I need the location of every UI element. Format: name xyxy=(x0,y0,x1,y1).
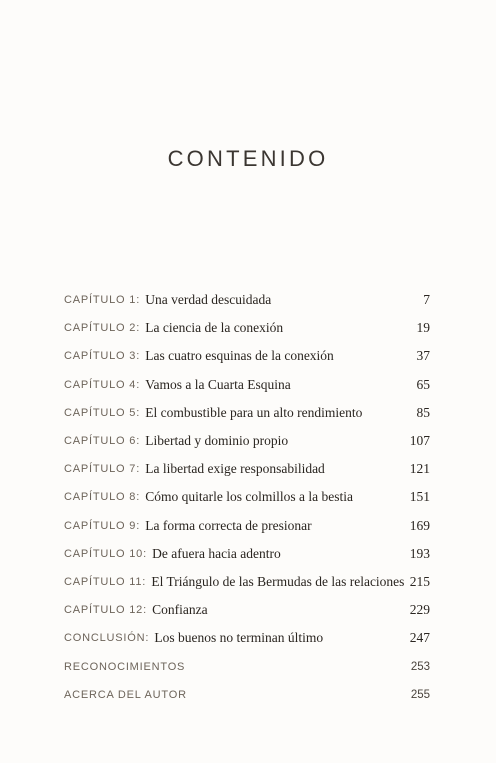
toc-entry-page: 193 xyxy=(409,545,430,561)
toc-entry-separator: : xyxy=(136,378,140,391)
toc-entry xyxy=(64,314,430,342)
toc-entry-page: 121 xyxy=(409,461,430,477)
toc-entry xyxy=(64,483,430,511)
toc-entry-label: CAPÍTULO 12 xyxy=(64,604,144,617)
toc-entry xyxy=(64,427,430,455)
toc-entry-label: CAPÍTULO 10 xyxy=(64,547,144,560)
toc-entry xyxy=(64,399,430,427)
toc-entry-label: CONCLUSIÓN xyxy=(64,632,146,645)
toc-entry-label: CAPÍTULO 4 xyxy=(64,378,137,391)
toc-entry-separator: : xyxy=(145,632,149,645)
toc-entry-title: La libertad exige responsabilidad xyxy=(145,461,325,477)
table-of-contents xyxy=(64,286,430,709)
toc-entry-title: La forma correcta de presionar xyxy=(145,517,312,533)
toc-entry-page: 247 xyxy=(409,630,430,646)
toc-entry-title: La ciencia de la conexión xyxy=(145,320,284,336)
toc-entry-separator: : xyxy=(142,575,146,588)
toc-entry-label: CAPÍTULO 7 xyxy=(64,463,137,476)
toc-entry-page: 7 xyxy=(423,292,430,308)
toc-entry-page: 253 xyxy=(410,660,430,673)
toc-entry-separator: : xyxy=(136,294,140,307)
toc-entry-separator: : xyxy=(136,519,140,532)
toc-entry-separator: : xyxy=(143,604,147,617)
toc-entry xyxy=(64,681,430,709)
toc-entry-page: 107 xyxy=(409,433,430,449)
toc-entry xyxy=(64,540,430,568)
toc-entry xyxy=(64,512,430,540)
toc-entry-separator: : xyxy=(136,322,140,335)
toc-entry xyxy=(64,342,430,370)
toc-entry-title: Libertad y dominio propio xyxy=(145,433,289,449)
toc-entry-page: 85 xyxy=(416,404,430,420)
toc-entry-separator: : xyxy=(136,435,140,448)
toc-entry-title: El combustible para un alto rendimiento xyxy=(145,404,363,420)
toc-entry-label: CAPÍTULO 6 xyxy=(64,435,137,448)
toc-entry xyxy=(64,568,430,596)
toc-entry xyxy=(64,371,430,399)
toc-entry-label: ACERCA DEL AUTOR xyxy=(64,688,187,701)
toc-entry-label: CAPÍTULO 8 xyxy=(64,491,137,504)
toc-entry-separator: : xyxy=(136,463,140,476)
toc-entry-separator: : xyxy=(143,547,147,560)
toc-entry-label: CAPÍTULO 3 xyxy=(64,350,137,363)
page-title: CONTENIDO xyxy=(167,146,329,171)
toc-entry-label: CAPÍTULO 5 xyxy=(64,406,137,419)
toc-entry-separator: : xyxy=(136,406,140,419)
toc-entry xyxy=(64,596,430,624)
toc-entry-page: 169 xyxy=(409,517,430,533)
toc-entry-title: Vamos a la Cuarta Esquina xyxy=(145,376,291,392)
toc-entry-page: 215 xyxy=(409,573,430,589)
toc-entry-label: CAPÍTULO 1 xyxy=(64,294,137,307)
toc-entry-title: Confianza xyxy=(152,602,208,618)
toc-entry-label: CAPÍTULO 9 xyxy=(64,519,137,532)
toc-entry-separator: : xyxy=(136,350,140,363)
toc-entry-page: 255 xyxy=(410,688,430,701)
toc-entry-page: 37 xyxy=(416,348,430,364)
toc-entry-label: RECONOCIMIENTOS xyxy=(64,660,186,673)
toc-entry-title: Las cuatro esquinas de la conexión xyxy=(145,348,334,364)
toc-entry-title: Cómo quitarle los colmillos a la bestia xyxy=(145,489,353,505)
toc-entry-page: 229 xyxy=(409,602,430,618)
toc-entry xyxy=(64,652,430,680)
toc-entry xyxy=(64,624,430,652)
toc-entry-title: Los buenos no terminan último xyxy=(154,630,324,646)
toc-entry xyxy=(64,455,430,483)
toc-entry-page: 151 xyxy=(409,489,430,505)
toc-entry xyxy=(64,286,430,314)
toc-entry-title: Una verdad descuidada xyxy=(145,292,272,308)
toc-entry-title: De afuera hacia adentro xyxy=(152,545,281,561)
toc-entry-label: CAPÍTULO 2 xyxy=(64,322,137,335)
toc-entry-title: El Triángulo de las Bermudas de las relaciones xyxy=(151,573,405,589)
toc-entry-separator: : xyxy=(136,491,140,504)
toc-entry-label: CAPÍTULO 11 xyxy=(64,575,143,588)
toc-entry-page: 19 xyxy=(416,320,430,336)
toc-entry-page: 65 xyxy=(416,376,430,392)
